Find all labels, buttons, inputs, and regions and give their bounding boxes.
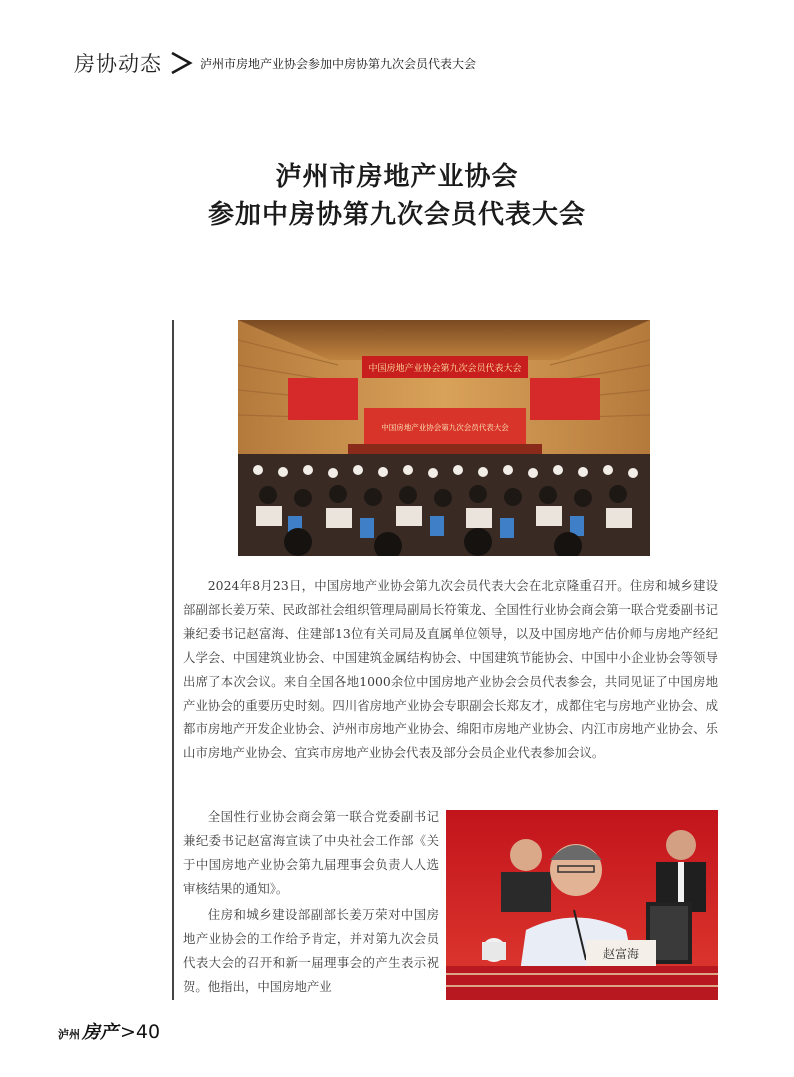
speaker-photo bbox=[446, 810, 718, 1000]
title-line-2: 参加中房协第九次会员代表大会 bbox=[207, 200, 586, 230]
paragraph-1: 2024年8月23日，中国房地产业协会第九次会员代表大会在北京隆重召开。住房和城乡建设部副部长姜万荣、民政部社会组织管理局副局长符策龙、全国性行业协会商会第一联合党委副书记兼纪委书记赵富海、住建部13位有关司局及直属单位领导，以及中国房地产估价师与房地产经纪人学会、中国建筑业协会、中国建筑金属结构协会、中国建筑节能协会、中国中小企业协会等领导出席了本次会议。来自全国各地1000余位中国房地产业协会会员代表参会，共同见证了中国房地产业协会的重要历史时刻。四川省房地产业协会专职副会长郑友才，成都住宅与房地产业协会、成都市房地产开发企业协会、泸州市房地产业协会、绵阳市房地产业协会、内江市房地产业协会、乐山市房地产业协会、宜宾市房地产业协会代表及部分会员企业代表参加会议。 bbox=[183, 578, 718, 761]
banner-screen-text: 中国房地产业协会第九次会员代表大会 bbox=[381, 423, 509, 432]
paragraph-2: 全国性行业协会商会第一联合党委副书记兼纪委书记赵富海宣读了中央社会工作部《关于中国房地产业协会第九届理事会负责人人选审核结果的通知》。 bbox=[183, 809, 439, 896]
article-title bbox=[0, 158, 794, 234]
section-name: 房协动态 bbox=[74, 52, 162, 76]
footer-city: 泸州 bbox=[58, 1028, 80, 1041]
title-line-1: 泸州市房地产业协会 bbox=[275, 162, 519, 192]
page-footer bbox=[58, 1018, 160, 1044]
speaker-nameplate: 赵富海 bbox=[602, 947, 640, 961]
conference-hall-photo bbox=[238, 320, 650, 556]
breadcrumb-article: 泸州市房地产业协会参加中房协第九次会员代表大会 bbox=[200, 56, 477, 71]
left-rule bbox=[172, 320, 174, 1000]
chevron-right-icon bbox=[168, 50, 194, 76]
banner-top-text: 中国房地产业协会第九次会员代表大会 bbox=[368, 364, 522, 374]
footer-brand: 房产 bbox=[82, 1022, 118, 1043]
page-number: >40 bbox=[120, 1021, 161, 1043]
page-header bbox=[74, 46, 476, 80]
paragraph-3: 住房和城乡建设部副部长姜万荣对中国房地产业协会的工作给予肯定，并对第九次会员代表大会的召开和新一届理事会的产生表示祝贺。他指出，中国房地产业 bbox=[183, 907, 439, 994]
